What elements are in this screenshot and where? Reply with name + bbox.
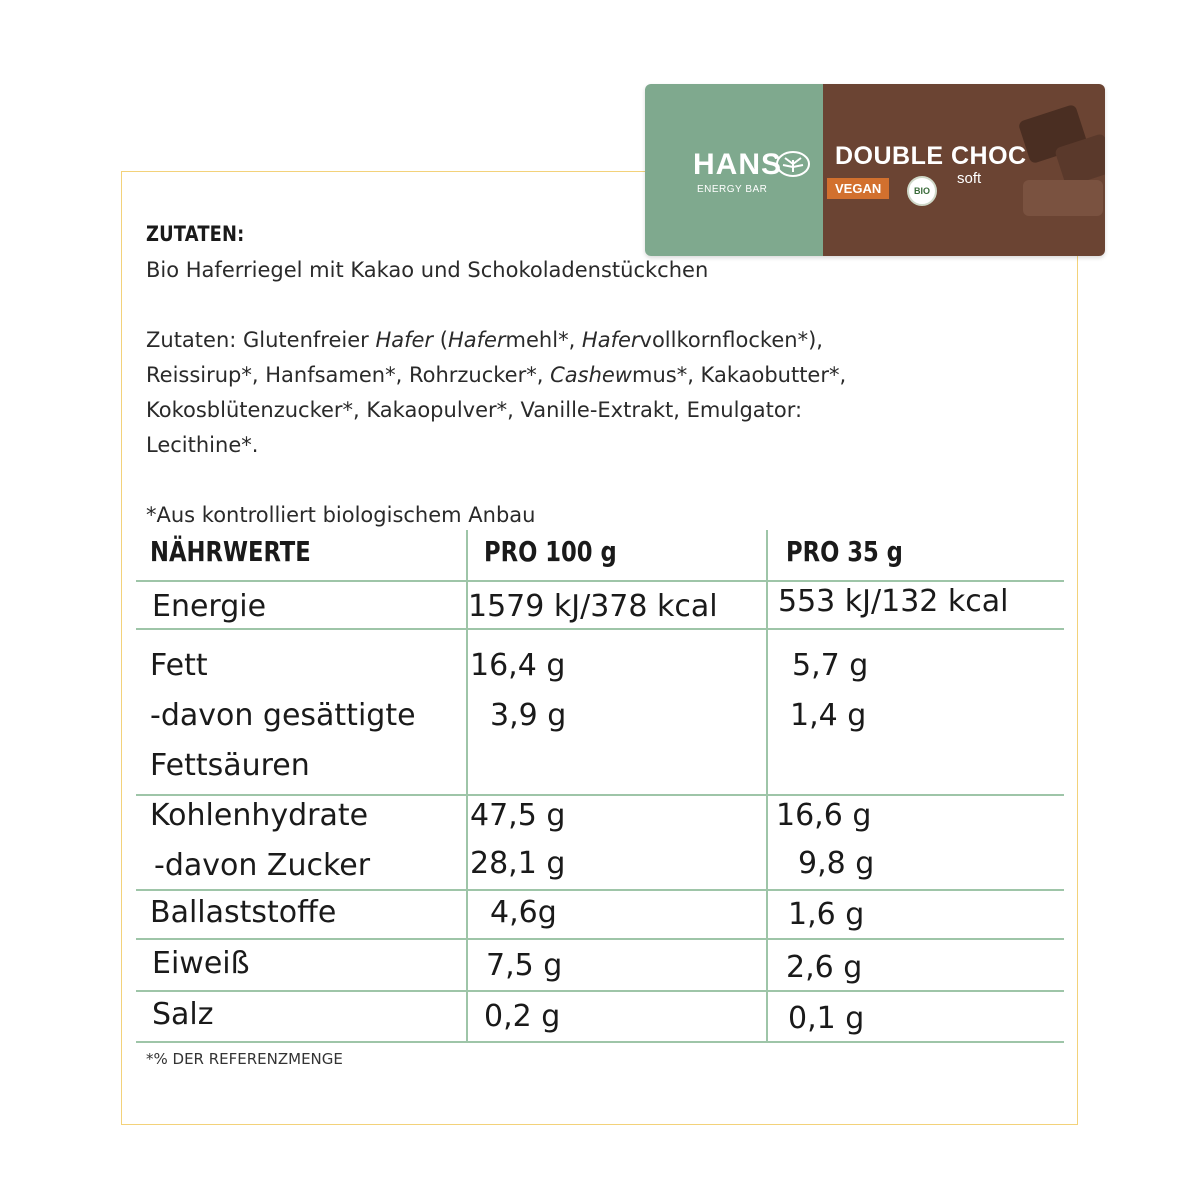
hemp-leaf-icon bbox=[775, 150, 811, 178]
row-fiber-label: Ballaststoffe bbox=[150, 895, 337, 930]
row-saturated-label: -davon gesättigte bbox=[150, 698, 416, 733]
row-salt-per100: 0,2 g bbox=[484, 999, 561, 1034]
row-sugar-per35: 9,8 g bbox=[798, 846, 875, 881]
row-fiber-per100: 4,6g bbox=[490, 895, 557, 930]
ingredients-subtitle: Bio Haferriegel mit Kakao und Schokoladenstückchen bbox=[146, 258, 709, 282]
row-salt-label: Salz bbox=[152, 997, 214, 1032]
row-protein-per100: 7,5 g bbox=[486, 948, 563, 983]
ingredients-line-1: Zutaten: Glutenfreier Hafer (Hafermehl*, Hafervollkornflocken*), bbox=[146, 328, 823, 352]
row-energy-per100: 1579 kJ/378 kcal bbox=[468, 589, 718, 624]
ingredients-line-3: Kokosblütenzucker*, Kakaopulver*, Vanille-Extrakt, Emulgator: bbox=[146, 398, 803, 422]
row-protein-label: Eiweiß bbox=[152, 946, 250, 981]
product-wrapper-image bbox=[645, 84, 1105, 256]
table-rule bbox=[136, 628, 1064, 630]
row-energy-label: Energie bbox=[152, 589, 267, 624]
table-rule bbox=[136, 1041, 1064, 1043]
brand-subtitle: ENERGY BAR bbox=[697, 184, 768, 195]
product-name: DOUBLE CHOC bbox=[835, 142, 1027, 170]
soft-label: soft bbox=[957, 170, 982, 187]
bio-seal-icon: BIO bbox=[907, 176, 937, 206]
row-protein-per35: 2,6 g bbox=[786, 950, 863, 985]
table-divider bbox=[766, 530, 768, 1041]
bar-piece-icon bbox=[1023, 180, 1103, 216]
row-carbs-per35: 16,6 g bbox=[776, 798, 872, 833]
content-frame bbox=[121, 171, 1078, 1125]
organic-note: *Aus kontrolliert biologischem Anbau bbox=[146, 503, 536, 527]
table-rule bbox=[136, 889, 1064, 891]
table-rule bbox=[136, 580, 1064, 582]
vegan-badge: VEGAN bbox=[827, 178, 889, 199]
row-fat-per100: 16,4 g bbox=[470, 648, 566, 683]
nutrition-header-per100: PRO 100 g bbox=[484, 535, 617, 568]
ingredients-line-4: Lecithine*. bbox=[146, 433, 259, 457]
row-fiber-per35: 1,6 g bbox=[788, 897, 865, 932]
row-carbs-label: Kohlenhydrate bbox=[150, 798, 369, 833]
wrapper-brown-panel bbox=[823, 84, 1105, 256]
ingredients-line-2: Reissirup*, Hanfsamen*, Rohrzucker*, Cashewmus*, Kakaobutter*, bbox=[146, 363, 847, 387]
nutrition-header-per35: PRO 35 g bbox=[786, 535, 903, 568]
row-sugar-label: -davon Zucker bbox=[154, 848, 371, 883]
wrapper-green-panel bbox=[645, 84, 823, 256]
table-rule bbox=[136, 990, 1064, 992]
table-rule bbox=[136, 794, 1064, 796]
table-rule bbox=[136, 938, 1064, 940]
ingredients-heading: ZUTATEN: bbox=[146, 222, 245, 246]
reference-footnote: *% DER REFERENZMENGE bbox=[146, 1050, 343, 1068]
row-salt-per35: 0,1 g bbox=[788, 1001, 865, 1036]
row-saturated-label-2: Fettsäuren bbox=[150, 748, 310, 783]
row-fat-label: Fett bbox=[150, 648, 208, 683]
row-fat-per35: 5,7 g bbox=[792, 648, 869, 683]
row-carbs-per100: 47,5 g bbox=[470, 798, 566, 833]
brand-name: HANS bbox=[693, 148, 783, 181]
row-saturated-per35: 1,4 g bbox=[790, 698, 867, 733]
nutrition-header-label: NÄHRWERTE bbox=[150, 535, 311, 568]
row-saturated-per100: 3,9 g bbox=[490, 698, 567, 733]
row-sugar-per100: 28,1 g bbox=[470, 846, 566, 881]
row-energy-per35: 553 kJ/132 kcal bbox=[778, 584, 1009, 619]
